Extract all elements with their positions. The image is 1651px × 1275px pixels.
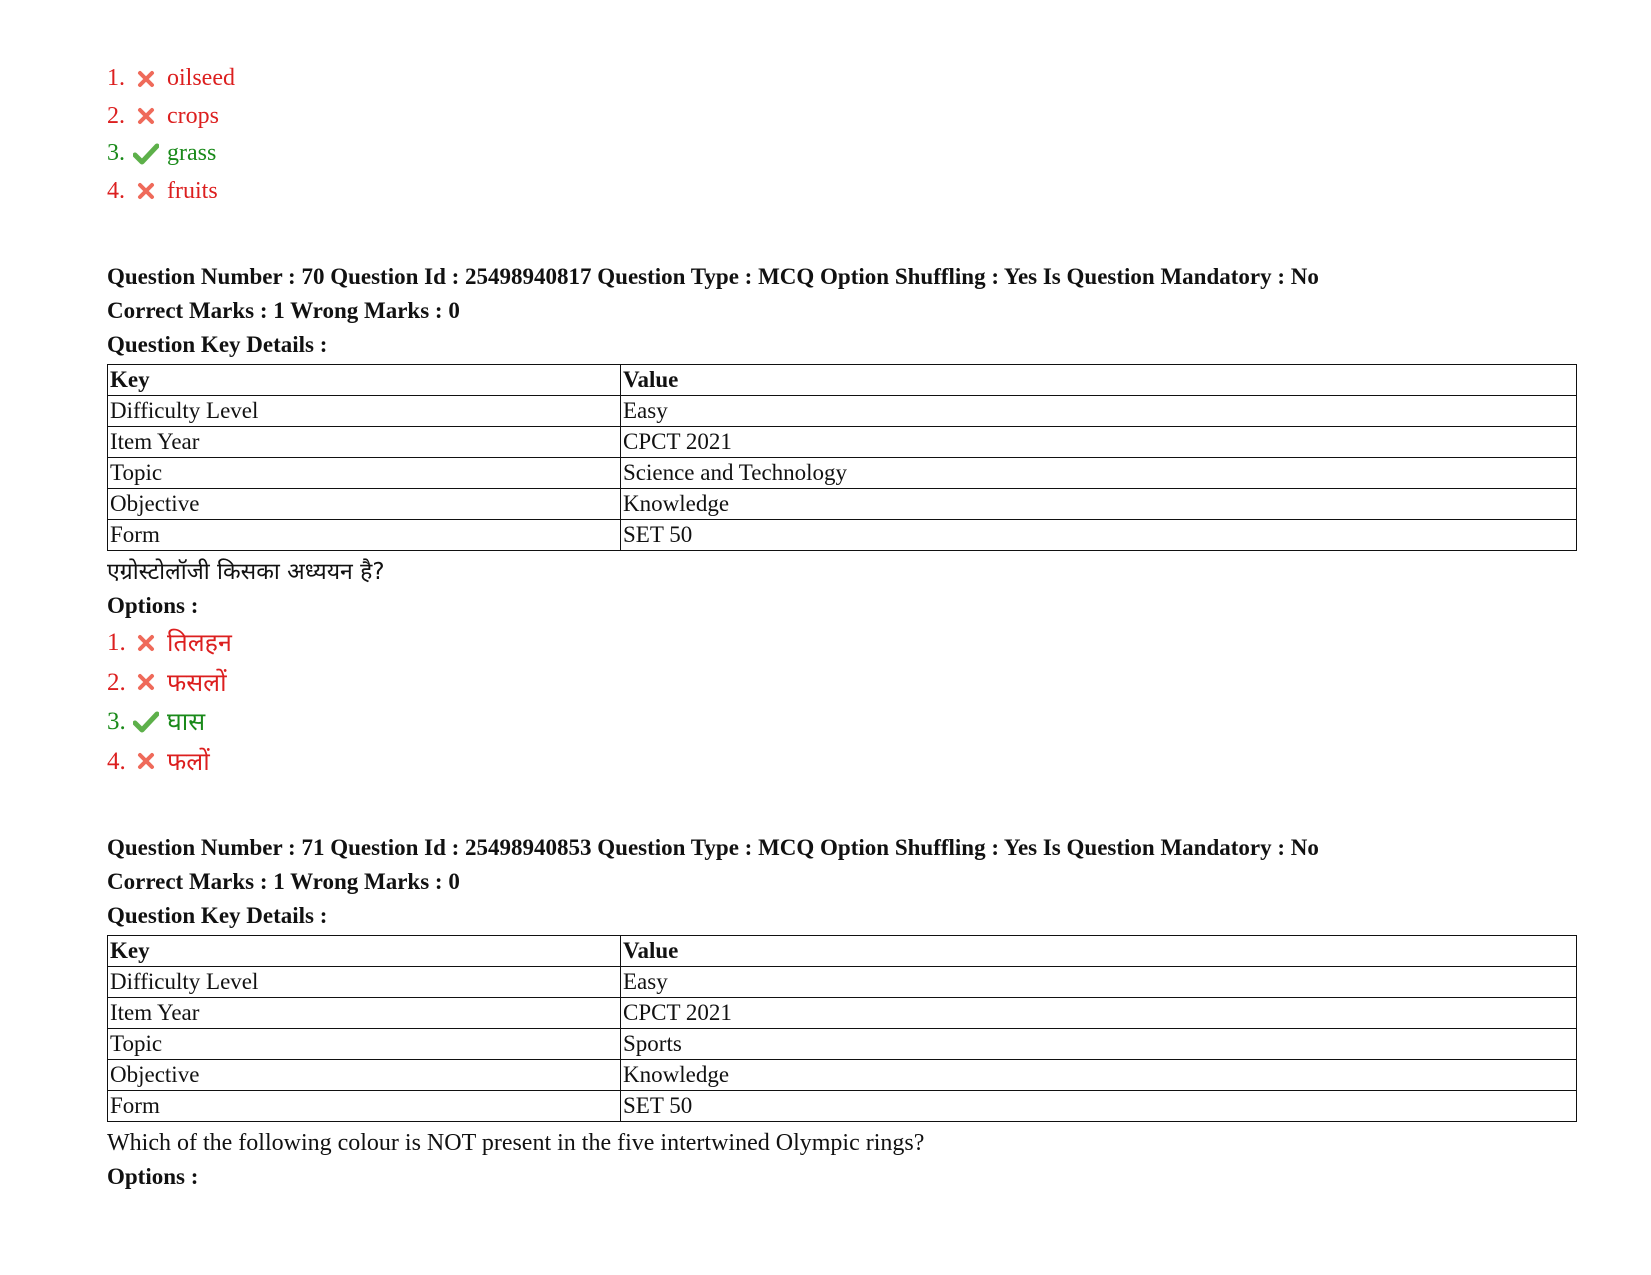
question-text: Which of the following colour is NOT present in the five intertwined Olympic rings?	[107, 1130, 925, 1156]
cross-icon	[131, 673, 161, 691]
key-cell: Item Year	[108, 427, 621, 458]
prev-option-1	[107, 60, 1577, 98]
document-page	[107, 60, 1577, 1194]
table-row	[108, 998, 1577, 1029]
value-cell: Science and Technology	[621, 458, 1577, 489]
option-number: 1.	[107, 629, 126, 656]
value-cell: CPCT 2021	[621, 998, 1577, 1029]
key-details-table	[107, 935, 1577, 1122]
check-icon	[131, 143, 161, 165]
prev-option-4	[107, 173, 1577, 211]
option-number: 2.	[107, 668, 126, 696]
key-cell: Topic	[108, 1029, 621, 1060]
table-row	[108, 1060, 1577, 1091]
key-cell: Objective	[108, 1060, 621, 1091]
question-header: Question Number : 71 Question Id : 25498940853 Question Type : MCQ Option Shuffling : Yes Is Question Mandatory : No	[107, 835, 1319, 860]
key-details-table	[107, 364, 1577, 551]
table-row	[108, 520, 1577, 551]
question-text: एग्रोस्टोलॉजी किसका अध्ययन है?	[107, 559, 385, 585]
cross-icon	[131, 107, 161, 125]
option-number: 2.	[107, 102, 125, 129]
key-cell: Difficulty Level	[108, 396, 621, 427]
prev-option-2	[107, 98, 1577, 136]
value-cell: Easy	[621, 967, 1577, 998]
options-label: Options :	[107, 593, 199, 618]
value-cell: SET 50	[621, 520, 1577, 551]
table-header-row	[108, 936, 1577, 967]
cross-icon	[131, 182, 161, 200]
value-cell: SET 50	[621, 1091, 1577, 1122]
question-header: Question Number : 70 Question Id : 25498940817 Question Type : MCQ Option Shuffling : Yes Is Question Mandatory : No	[107, 264, 1319, 289]
question-marks: Correct Marks : 1 Wrong Marks : 0	[107, 298, 460, 323]
cross-icon	[131, 752, 161, 770]
cross-icon	[131, 70, 161, 88]
option-label: फसलों	[167, 667, 227, 697]
table-header-row	[108, 365, 1577, 396]
option-label: grass	[167, 140, 217, 166]
option-label: crops	[167, 102, 219, 129]
option-1	[107, 623, 1577, 663]
check-icon	[131, 711, 161, 733]
table-row	[108, 967, 1577, 998]
option-label: fruits	[167, 177, 218, 204]
option-number: 3.	[107, 140, 125, 166]
cross-icon	[131, 634, 161, 652]
value-cell: Knowledge	[621, 1060, 1577, 1091]
key-cell: Form	[108, 1091, 621, 1122]
question-70	[107, 260, 1577, 781]
table-row	[108, 396, 1577, 427]
option-number: 1.	[107, 65, 125, 91]
column-header-value: Value	[621, 936, 1577, 967]
column-header-value: Value	[621, 365, 1577, 396]
option-4	[107, 742, 1577, 782]
value-cell: Knowledge	[621, 489, 1577, 520]
prev-option-3	[107, 135, 1577, 173]
option-label: घास	[167, 707, 206, 736]
key-details-label: Question Key Details :	[107, 332, 328, 357]
key-cell: Form	[108, 520, 621, 551]
option-label: oilseed	[167, 65, 235, 91]
table-row	[108, 458, 1577, 489]
key-cell: Topic	[108, 458, 621, 489]
key-details-label: Question Key Details :	[107, 903, 328, 928]
option-2	[107, 663, 1577, 703]
option-3	[107, 702, 1577, 742]
table-row	[108, 489, 1577, 520]
key-cell: Difficulty Level	[108, 967, 621, 998]
option-number: 4.	[107, 747, 126, 775]
option-number: 4.	[107, 177, 125, 204]
option-number: 3.	[107, 708, 126, 735]
prev-options-list	[107, 60, 1577, 210]
question-71	[107, 831, 1577, 1194]
table-row	[108, 427, 1577, 458]
options-list	[107, 623, 1577, 781]
key-cell: Objective	[108, 489, 621, 520]
question-marks: Correct Marks : 1 Wrong Marks : 0	[107, 869, 460, 894]
table-row	[108, 1091, 1577, 1122]
value-cell: Sports	[621, 1029, 1577, 1060]
option-label: फलों	[167, 746, 210, 776]
options-label: Options :	[107, 1164, 199, 1189]
value-cell: Easy	[621, 396, 1577, 427]
column-header-key: Key	[108, 936, 621, 967]
key-cell: Item Year	[108, 998, 621, 1029]
option-label: तिलहन	[167, 628, 232, 657]
column-header-key: Key	[108, 365, 621, 396]
table-row	[108, 1029, 1577, 1060]
value-cell: CPCT 2021	[621, 427, 1577, 458]
